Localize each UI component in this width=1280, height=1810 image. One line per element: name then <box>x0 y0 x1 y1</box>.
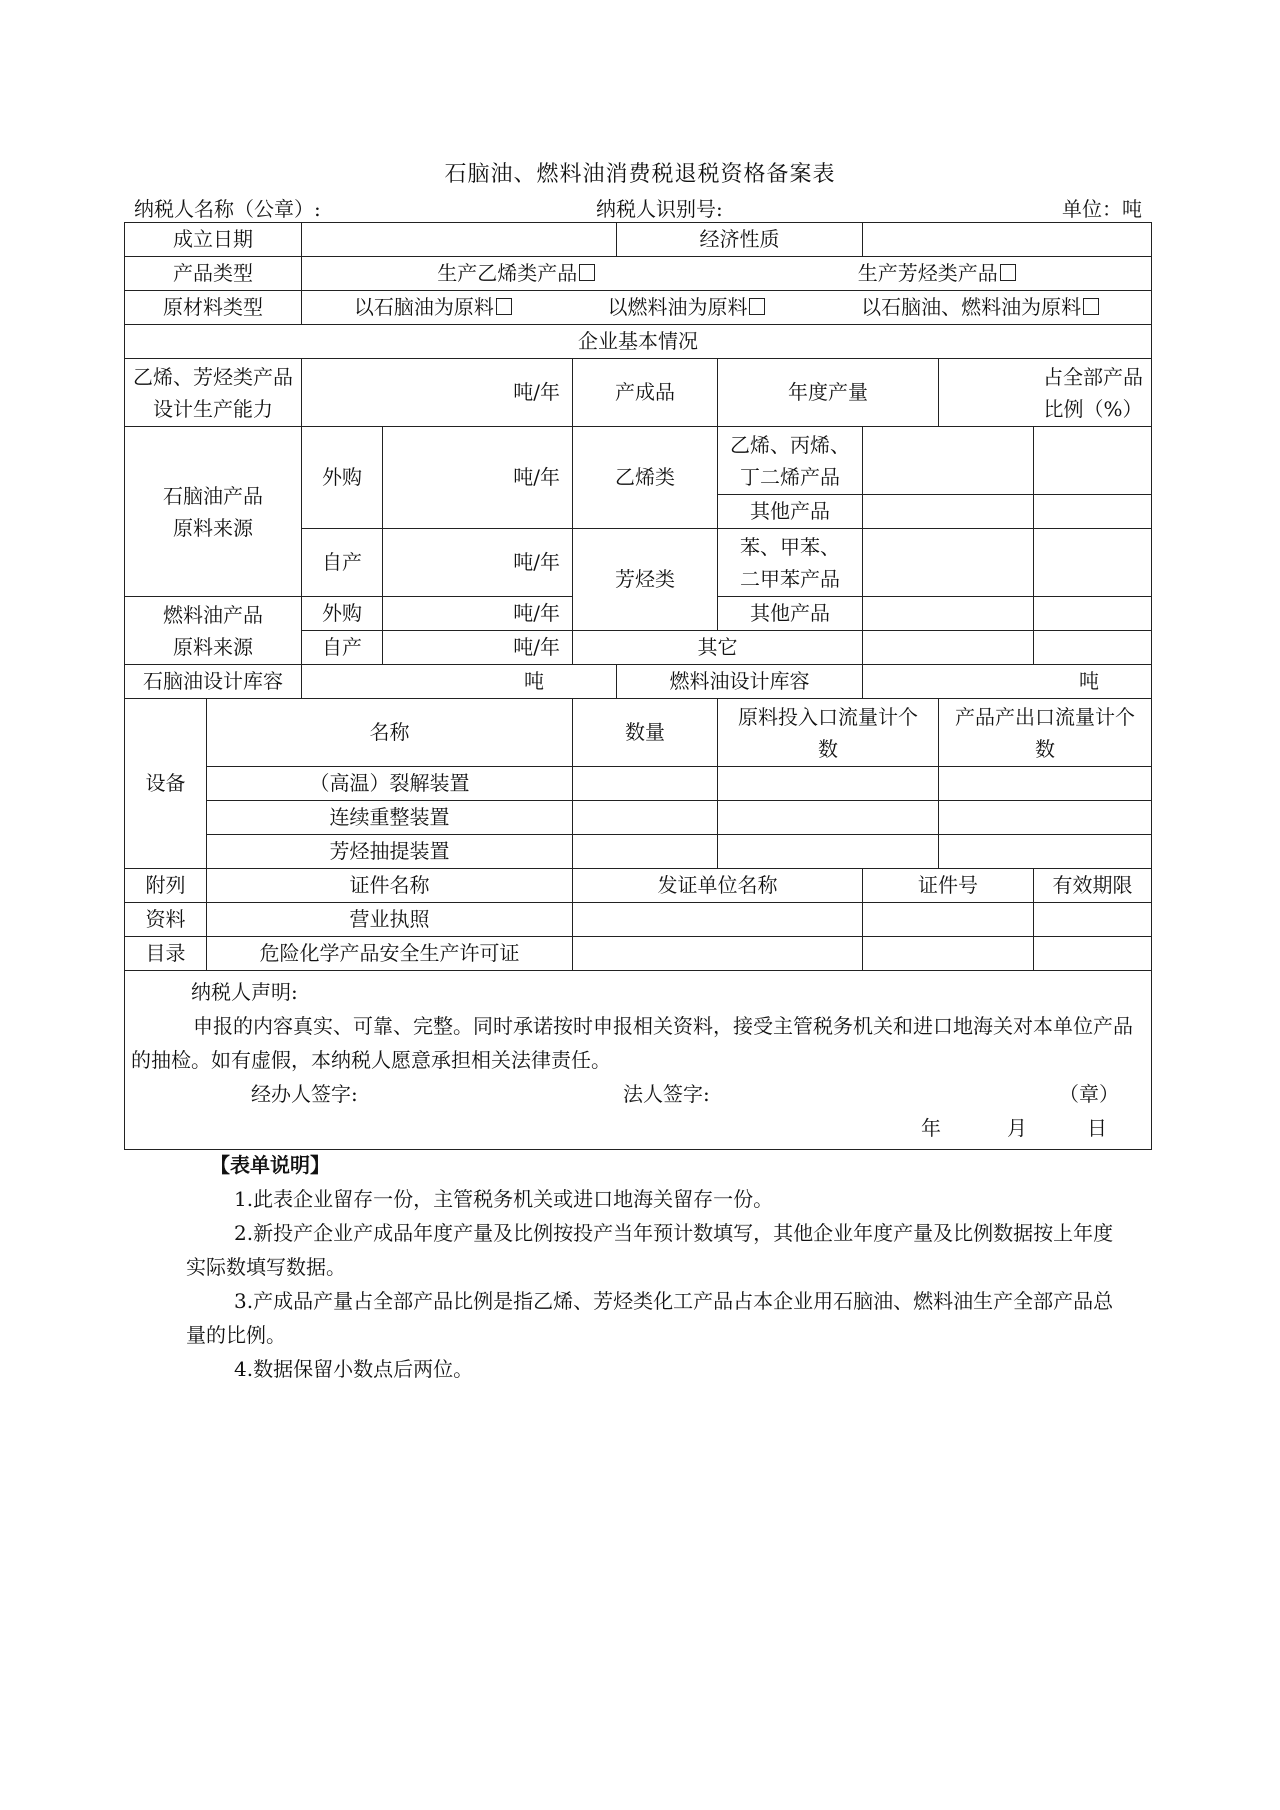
note-item: 2.新投产企业产成品年度产量及比例按投产当年预计数填写，其他企业年度产量及比例数据按上年度实际数填写数据。 <box>186 1221 1114 1279</box>
aromatics-other-share-input[interactable] <box>1034 597 1152 631</box>
ethylene-products-label <box>718 427 863 495</box>
capacity-label <box>125 359 302 427</box>
declaration-cell <box>125 971 1152 1150</box>
ethylene-other-label: 其他产品 <box>718 495 863 529</box>
unit-label: 单位：吨 <box>1062 197 1142 221</box>
naphtha-self-label: 自产 <box>302 529 383 597</box>
naphtha-source-line-1: 石脑油产品 <box>163 483 263 508</box>
fuel-purchased-label: 外购 <box>302 597 383 631</box>
product-type-options <box>302 257 1152 291</box>
equipment-qty-input[interactable] <box>573 835 718 869</box>
aromatics-other-output-input[interactable] <box>863 597 1034 631</box>
naphtha-storage-unit: 吨 <box>524 669 544 693</box>
material-type-label: 原材料类型 <box>125 291 302 325</box>
basic-info-heading: 企业基本情况 <box>125 325 1152 359</box>
ethylene-products-line-1: 乙烯、丙烯、 <box>730 432 850 457</box>
ethylene-products-output-input[interactable] <box>863 427 1034 495</box>
fuel-purchased-input[interactable] <box>383 597 573 631</box>
share-header-line-1: 占全部产品 <box>1043 364 1143 389</box>
input-meter-input[interactable] <box>718 767 939 801</box>
other-label: 其它 <box>573 631 863 665</box>
header-row <box>124 193 1150 223</box>
aromatics-class-label: 芳烃类 <box>573 529 718 631</box>
economic-nature-input[interactable] <box>863 223 1152 257</box>
other-output-input[interactable] <box>863 631 1034 665</box>
aromatics-products-label <box>718 529 863 597</box>
attach-number-header: 证件号 <box>863 869 1034 903</box>
declaration-body: 申报的内容真实、可靠、完整。同时承诺按时申报相关资料，接受主管税务机关和进口地海关对本单位产品的抽检。如有虚假，本纳税人愿意承担相关法律责任。 <box>131 1014 1133 1072</box>
input-meter-line-2: 数 <box>818 736 838 761</box>
material-naphtha-checkbox[interactable] <box>496 298 512 315</box>
share-header-line-2: 比例（%） <box>1043 396 1143 421</box>
note-item: 1.此表企业留存一份，主管税务机关或进口地海关留存一份。 <box>234 1187 774 1211</box>
fuel-storage-label: 燃料油设计库容 <box>617 665 863 699</box>
product-ethylene-checkbox[interactable] <box>579 264 595 281</box>
input-meter-line-1: 原料投入口流量计个 <box>738 704 918 729</box>
attach-issuer-input[interactable] <box>573 937 863 971</box>
fuel-source-label <box>125 597 302 665</box>
material-fuel-checkbox[interactable] <box>749 298 765 315</box>
naphtha-source-line-2: 原料来源 <box>173 515 253 540</box>
other-share-input[interactable] <box>1034 631 1152 665</box>
economic-nature-label: 经济性质 <box>617 223 863 257</box>
capacity-input[interactable] <box>302 359 573 427</box>
material-option-both-label: 以石脑油、燃料油为原料 <box>861 295 1082 319</box>
note-item: 4.数据保留小数点后两位。 <box>234 1357 474 1381</box>
taxpayer-id-label: 纳税人识别号: <box>596 197 723 221</box>
taxpayer-name-label: 纳税人名称（公章）: <box>134 197 321 221</box>
attachments-label-1: 附列 <box>125 869 207 903</box>
attach-row-name: 危险化学产品安全生产许可证 <box>207 937 573 971</box>
output-meter-input[interactable] <box>939 835 1152 869</box>
attach-issuer-header: 发证单位名称 <box>573 869 863 903</box>
naphtha-self-input[interactable] <box>383 529 573 597</box>
form-notes <box>186 1148 1116 1386</box>
product-option-ethylene-label: 生产乙烯类产品 <box>437 261 578 285</box>
month-label: 月 <box>1007 1116 1027 1140</box>
equipment-row-name: 芳烃抽提装置 <box>207 835 573 869</box>
aromatics-products-line-2: 二甲苯产品 <box>740 566 840 591</box>
capacity-unit: 吨/年 <box>513 380 560 404</box>
year-label: 年 <box>921 1116 941 1140</box>
ethylene-other-output-input[interactable] <box>863 495 1034 529</box>
attach-issuer-input[interactable] <box>573 903 863 937</box>
attach-validity-input[interactable] <box>1034 903 1152 937</box>
attach-validity-header: 有效期限 <box>1034 869 1152 903</box>
material-type-options <box>302 291 1152 325</box>
product-aromatics-checkbox[interactable] <box>1000 264 1016 281</box>
established-date-label: 成立日期 <box>125 223 302 257</box>
attach-name-header: 证件名称 <box>207 869 573 903</box>
established-date-input[interactable] <box>302 223 617 257</box>
equipment-qty-input[interactable] <box>573 767 718 801</box>
note-item: 3.产成品产量占全部产品比例是指乙烯、芳烃类化工产品占本企业用石脑油、燃料油生产全部产品总量的比例。 <box>186 1289 1114 1347</box>
filing-table <box>124 222 1152 1150</box>
declaration-heading: 纳税人声明: <box>191 980 298 1004</box>
agent-sign-label: 经办人签字: <box>251 1082 358 1106</box>
date-row <box>131 1111 1145 1145</box>
fuel-source-line-2: 原料来源 <box>173 634 253 659</box>
attach-number-input[interactable] <box>863 937 1034 971</box>
naphtha-source-label <box>125 427 302 597</box>
naphtha-purchased-label: 外购 <box>302 427 383 529</box>
equipment-name-header: 名称 <box>207 699 573 767</box>
attach-validity-input[interactable] <box>1034 937 1152 971</box>
aromatics-products-output-input[interactable] <box>863 529 1034 597</box>
input-meter-header <box>718 699 939 767</box>
capacity-label-line-2: 设计生产能力 <box>153 396 273 421</box>
attach-row-name: 营业执照 <box>207 903 573 937</box>
page-title: 石脑油、燃料油消费税退税资格备案表 <box>444 162 836 187</box>
fuel-self-input[interactable] <box>383 631 573 665</box>
output-meter-line-2: 数 <box>1035 736 1055 761</box>
equipment-qty-header: 数量 <box>573 699 718 767</box>
seal-label: （章） <box>1059 1082 1119 1106</box>
equipment-row-name: （高温）裂解装置 <box>207 767 573 801</box>
material-option-fuel-label: 以燃料油为原料 <box>607 295 748 319</box>
output-meter-input[interactable] <box>939 801 1152 835</box>
ethylene-products-line-2: 丁二烯产品 <box>740 464 840 489</box>
fuel-source-line-1: 燃料油产品 <box>163 602 263 627</box>
ethylene-other-share-input[interactable] <box>1034 495 1152 529</box>
fuel-self-unit: 吨/年 <box>513 635 560 659</box>
product-option-aromatics-label: 生产芳烃类产品 <box>857 261 998 285</box>
signature-row <box>131 1077 1145 1111</box>
output-meter-header <box>939 699 1152 767</box>
product-type-label: 产品类型 <box>125 257 302 291</box>
material-option-naphtha-label: 以石脑油为原料 <box>353 295 494 319</box>
naphtha-storage-label: 石脑油设计库容 <box>125 665 302 699</box>
share-header <box>939 359 1152 427</box>
output-meter-line-1: 产品产出口流量计个 <box>955 704 1135 729</box>
aromatics-products-line-1: 苯、甲苯、 <box>740 534 840 559</box>
annual-output-header: 年度产量 <box>718 359 939 427</box>
input-meter-input[interactable] <box>718 801 939 835</box>
attachments-label-3: 目录 <box>125 937 207 971</box>
day-label: 日 <box>1087 1116 1107 1140</box>
output-meter-input[interactable] <box>939 767 1152 801</box>
equipment-row-name: 连续重整装置 <box>207 801 573 835</box>
fuel-storage-unit: 吨 <box>1079 669 1099 693</box>
ethylene-products-share-input[interactable] <box>1034 427 1152 495</box>
input-meter-input[interactable] <box>718 835 939 869</box>
notes-heading: 【表单说明】 <box>210 1153 330 1177</box>
naphtha-storage-input[interactable] <box>302 665 617 699</box>
naphtha-self-unit: 吨/年 <box>513 550 560 574</box>
aromatics-other-label: 其他产品 <box>718 597 863 631</box>
naphtha-purchased-unit: 吨/年 <box>513 465 560 489</box>
fuel-storage-input[interactable] <box>863 665 1152 699</box>
equipment-qty-input[interactable] <box>573 801 718 835</box>
legal-sign-label: 法人签字: <box>623 1082 710 1106</box>
finished-products-header: 产成品 <box>573 359 718 427</box>
material-both-checkbox[interactable] <box>1083 298 1099 315</box>
ethylene-class-label: 乙烯类 <box>573 427 718 529</box>
aromatics-products-share-input[interactable] <box>1034 529 1152 597</box>
fuel-purchased-unit: 吨/年 <box>513 601 560 625</box>
capacity-label-line-1: 乙烯、芳烃类产品 <box>133 364 293 389</box>
attachments-label-2: 资料 <box>125 903 207 937</box>
naphtha-purchased-input[interactable] <box>383 427 573 529</box>
attach-number-input[interactable] <box>863 903 1034 937</box>
equipment-label: 设备 <box>125 699 207 869</box>
fuel-self-label: 自产 <box>302 631 383 665</box>
